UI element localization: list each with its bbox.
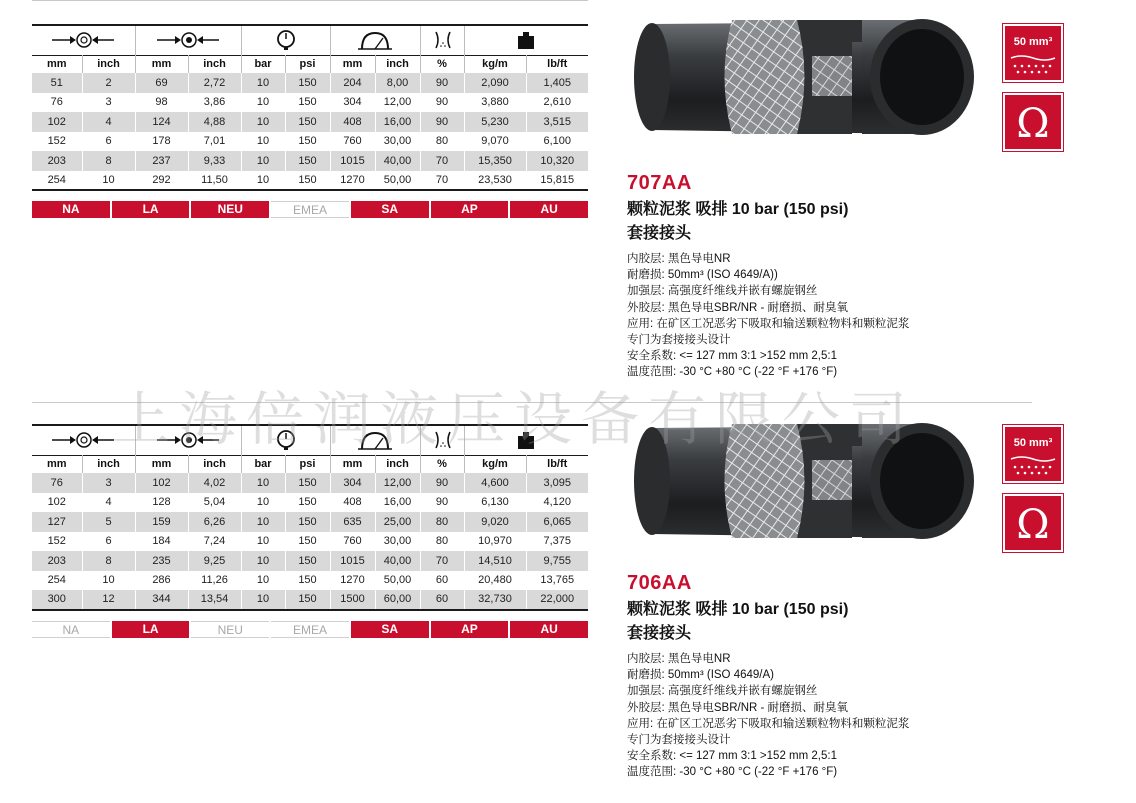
table-cell: 12,00 (375, 473, 420, 493)
table-cell: 3,86 (188, 93, 241, 113)
table-cell: 90 (420, 473, 464, 493)
product-specs-706aa (627, 651, 909, 781)
table-cell: 124 (135, 112, 188, 132)
bend-radius-icon (342, 430, 408, 450)
abrasion-icon (1005, 453, 1061, 481)
vacuum-icon (421, 30, 465, 50)
unit-header-cell: mm (32, 55, 82, 73)
table-cell: 22,000 (526, 590, 588, 610)
region-tag-la: LA (112, 201, 190, 218)
spec-line: 耐磨损: 50mm³ (ISO 4649/A) (627, 669, 774, 682)
table-cell: 76 (32, 473, 82, 493)
table-cell: 10 (241, 93, 285, 113)
table-cell: 1,405 (526, 73, 588, 93)
table-cell: 760 (330, 532, 375, 552)
table-row (32, 132, 588, 152)
unit-header-cell: % (420, 55, 464, 73)
table-cell: 11,26 (188, 571, 241, 591)
product-specs-707aa (627, 251, 909, 381)
table-cell: 150 (285, 93, 330, 113)
unit-header-cell: inch (375, 55, 420, 73)
table-row (32, 493, 588, 513)
table-cell: 80 (420, 132, 464, 152)
table-row (32, 73, 588, 93)
table-cell: 304 (330, 93, 375, 113)
table-cell: 4 (82, 112, 135, 132)
table-cell: 10 (241, 473, 285, 493)
pressure-gauge-icon (253, 430, 319, 450)
icon-header-row (32, 25, 588, 55)
table-row (32, 551, 588, 571)
table-row (32, 571, 588, 591)
unit-header-cell: kg/m (464, 55, 526, 73)
icon-header-cell (464, 25, 588, 55)
table-cell: 408 (330, 493, 375, 513)
table-cell: 7,375 (526, 532, 588, 552)
table-cell: 60 (420, 571, 464, 591)
table-cell: 60 (420, 590, 464, 610)
table-row (32, 590, 588, 610)
spec-line: 安全系数: <= 127 mm 3:1 >152 mm 2,5:1 (627, 750, 837, 763)
table-cell: 150 (285, 590, 330, 610)
table-cell: 10 (241, 73, 285, 93)
unit-header-cell: bar (241, 455, 285, 473)
table-cell: 60,00 (375, 590, 420, 610)
icon-header-cell (330, 425, 420, 455)
table-cell: 30,00 (375, 132, 420, 152)
region-tag-neu: NEU (191, 201, 269, 218)
unit-header-cell: mm (135, 455, 188, 473)
table-cell: 3,095 (526, 473, 588, 493)
table-cell: 152 (32, 532, 82, 552)
table-cell: 6 (82, 532, 135, 552)
table-cell: 4 (82, 493, 135, 513)
table-cell: 32,730 (464, 590, 526, 610)
table-cell: 6,065 (526, 512, 588, 532)
table-cell: 12 (82, 590, 135, 610)
table-cell: 8,00 (375, 73, 420, 93)
section-divider (32, 402, 1032, 403)
table-cell: 90 (420, 73, 464, 93)
spec-line: 温度范围: -30 °C +80 °C (-22 °F +176 °F) (627, 766, 838, 779)
table-cell: 70 (420, 151, 464, 171)
table-cell: 40,00 (375, 151, 420, 171)
table-cell: 150 (285, 532, 330, 552)
region-tag-sa: SA (351, 201, 429, 218)
region-tag-ap: AP (431, 621, 509, 638)
table-cell: 159 (135, 512, 188, 532)
spec-line: 温度范围: -30 °C +80 °C (-22 °F +176 °F) (627, 366, 838, 379)
table-cell: 5,230 (464, 112, 526, 132)
table-cell: 9,25 (188, 551, 241, 571)
unit-header-cell: mm (32, 455, 82, 473)
omega-icon: Ω (1016, 502, 1050, 548)
icon-header-cell (32, 25, 135, 55)
table-cell: 6,130 (464, 493, 526, 513)
region-tag-emea: EMEA (271, 201, 349, 218)
unit-header-cell: mm (135, 55, 188, 73)
table-cell: 12,00 (375, 93, 420, 113)
table-cell: 150 (285, 73, 330, 93)
unit-header-cell: kg/m (464, 455, 526, 473)
unit-header-row (32, 55, 588, 73)
table-cell: 3,515 (526, 112, 588, 132)
abrasion-icon (1005, 52, 1061, 80)
unit-header-cell: inch (82, 455, 135, 473)
spec-line: 加强层: 高强度纤维线并嵌有螺旋钢丝 (627, 285, 818, 298)
spec-line: 内胶层: 黑色导电NR (627, 653, 731, 665)
table-cell: 15,815 (526, 171, 588, 191)
table-cell: 1270 (330, 571, 375, 591)
table-cell: 102 (32, 493, 82, 513)
region-tag-ap: AP (431, 201, 509, 218)
table-cell: 7,24 (188, 532, 241, 552)
table-cell: 127 (32, 512, 82, 532)
table-cell: 10 (82, 571, 135, 591)
icon-header-cell (135, 425, 241, 455)
table-cell: 98 (135, 93, 188, 113)
abrasion-badge (1003, 24, 1063, 82)
spec-line: 应用: 在矿区工况恶劣下吸取和输送颗粒物料和颗粒泥浆 (627, 317, 910, 330)
table-cell: 4,600 (464, 473, 526, 493)
region-tag-au: AU (510, 621, 588, 638)
unit-header-cell: mm (330, 55, 375, 73)
table-cell: 70 (420, 171, 464, 191)
table-cell: 2 (82, 73, 135, 93)
table-cell: 5 (82, 512, 135, 532)
unit-header-cell: lb/ft (526, 455, 588, 473)
region-tag-neu: NEU (191, 621, 269, 638)
table-cell: 3 (82, 93, 135, 113)
abrasion-badge (1003, 425, 1063, 483)
table-cell: 128 (135, 493, 188, 513)
table-cell: 152 (32, 132, 82, 152)
table-cell: 20,480 (464, 571, 526, 591)
conductive-badge (1003, 93, 1063, 151)
icon-header-cell (241, 425, 330, 455)
table-row (32, 532, 588, 552)
table-cell: 14,510 (464, 551, 526, 571)
table-cell: 10 (82, 171, 135, 191)
table-cell: 10 (241, 571, 285, 591)
table-cell: 70 (420, 551, 464, 571)
table-cell: 300 (32, 590, 82, 610)
product-model-707aa: 707AA (627, 172, 692, 194)
table-cell: 1015 (330, 551, 375, 571)
region-tag-sa: SA (351, 621, 429, 638)
table-cell: 150 (285, 571, 330, 591)
table-cell: 16,00 (375, 112, 420, 132)
table-cell: 90 (420, 112, 464, 132)
table-cell: 90 (420, 493, 464, 513)
unit-header-cell: inch (188, 55, 241, 73)
table-cell: 10 (241, 512, 285, 532)
table-cell: 16,00 (375, 493, 420, 513)
inner-diameter-icon (50, 430, 116, 450)
table-cell: 150 (285, 171, 330, 191)
table-cell: 50,00 (375, 571, 420, 591)
spec-line: 耐磨损: 50mm³ (ISO 4649/A)) (627, 269, 778, 282)
table-cell: 6,100 (526, 132, 588, 152)
table-cell: 184 (135, 532, 188, 552)
table-cell: 3 (82, 473, 135, 493)
table-cell: 4,88 (188, 112, 241, 132)
table-cell: 30,00 (375, 532, 420, 552)
unit-header-cell: mm (330, 455, 375, 473)
product-subtitle (627, 198, 848, 246)
product-subtitle (627, 598, 848, 646)
table-cell: 80 (420, 532, 464, 552)
table-cell: 286 (135, 571, 188, 591)
table-cell: 760 (330, 132, 375, 152)
table-cell: 6,26 (188, 512, 241, 532)
table-cell: 10 (241, 112, 285, 132)
product-subtitle-line2: 套接接头 (627, 625, 692, 642)
spec-line: 应用: 在矿区工况恶劣下吸取和输送颗粒物料和颗粒泥浆 (627, 717, 910, 730)
table-cell: 204 (330, 73, 375, 93)
table-cell: 150 (285, 493, 330, 513)
unit-header-cell: inch (82, 55, 135, 73)
table-cell: 50,00 (375, 171, 420, 191)
table-cell: 76 (32, 93, 82, 113)
table-cell: 80 (420, 512, 464, 532)
table-cell: 23,530 (464, 171, 526, 191)
table-cell: 69 (135, 73, 188, 93)
table-row (32, 473, 588, 493)
table-cell: 235 (135, 551, 188, 571)
icon-header-cell (330, 25, 420, 55)
table-cell: 1015 (330, 151, 375, 171)
table-cell: 150 (285, 473, 330, 493)
table-cell: 254 (32, 171, 82, 191)
product-subtitle-line1: 颗粒泥浆 吸排 10 bar (150 psi) (627, 201, 849, 218)
table-cell: 150 (285, 551, 330, 571)
hose-image-707aa (622, 6, 982, 146)
unit-header-cell: psi (285, 55, 330, 73)
region-tag-na: NA (32, 621, 110, 638)
region-tag-na: NA (32, 201, 110, 218)
table-cell: 2,72 (188, 73, 241, 93)
spec-line: 专门为套接接头设计 (627, 734, 731, 747)
omega-icon: Ω (1016, 101, 1050, 147)
table-cell: 10 (241, 551, 285, 571)
product-subtitle-line2: 套接接头 (627, 225, 692, 242)
inner-diameter-icon (50, 30, 116, 50)
table-cell: 90 (420, 93, 464, 113)
outer-diameter-icon (155, 30, 221, 50)
table-cell: 9,070 (464, 132, 526, 152)
abrasion-badge-label: 50 mm³ (1013, 437, 1053, 449)
table-cell: 150 (285, 151, 330, 171)
conductive-badge (1003, 494, 1063, 552)
spec-line: 安全系数: <= 127 mm 3:1 >152 mm 2,5:1 (627, 350, 837, 363)
table-cell: 10 (241, 532, 285, 552)
table-cell: 9,755 (526, 551, 588, 571)
table-cell: 9,33 (188, 151, 241, 171)
spec-line: 专门为套接接头设计 (627, 334, 731, 347)
icon-header-cell (241, 25, 330, 55)
table-cell: 3,880 (464, 93, 526, 113)
spec-line: 内胶层: 黑色导电NR (627, 253, 731, 265)
region-bar-706aa (32, 621, 588, 638)
table-cell: 150 (285, 512, 330, 532)
region-tag-la: LA (112, 621, 190, 638)
table-cell: 2,610 (526, 93, 588, 113)
spec-table-707aa (32, 24, 588, 191)
spec-line: 加强层: 高强度纤维线并嵌有螺旋钢丝 (627, 685, 818, 698)
bend-radius-icon (342, 30, 408, 50)
table-cell: 13,54 (188, 590, 241, 610)
table-cell: 10 (241, 132, 285, 152)
table-cell: 203 (32, 551, 82, 571)
table-row (32, 512, 588, 532)
table-cell: 8 (82, 151, 135, 171)
table-cell: 10 (241, 171, 285, 191)
table-cell: 1500 (330, 590, 375, 610)
unit-header-cell: lb/ft (526, 55, 588, 73)
weight-icon (493, 30, 559, 50)
table-cell: 2,090 (464, 73, 526, 93)
table-cell: 10 (241, 493, 285, 513)
unit-header-cell: inch (375, 455, 420, 473)
table-cell: 10 (241, 590, 285, 610)
vacuum-icon (421, 430, 465, 450)
table-cell: 11,50 (188, 171, 241, 191)
top-divider (32, 0, 588, 1)
table-cell: 4,120 (526, 493, 588, 513)
product-subtitle-line1: 颗粒泥浆 吸排 10 bar (150 psi) (627, 601, 849, 618)
spec-table-706aa (32, 424, 588, 611)
table-cell: 10,970 (464, 532, 526, 552)
table-cell: 102 (135, 473, 188, 493)
unit-header-cell: psi (285, 455, 330, 473)
product-model-706aa: 706AA (627, 572, 692, 594)
table-cell: 4,02 (188, 473, 241, 493)
spec-line: 外胶层: 黑色导电SBR/NR - 耐磨损、耐臭氧 (627, 301, 849, 314)
table-cell: 254 (32, 571, 82, 591)
table-cell: 7,01 (188, 132, 241, 152)
table-cell: 635 (330, 512, 375, 532)
icon-header-cell (420, 25, 464, 55)
icon-header-cell (464, 425, 588, 455)
region-bar-707aa (32, 201, 588, 218)
table-cell: 304 (330, 473, 375, 493)
icon-header-cell (32, 425, 135, 455)
table-cell: 344 (135, 590, 188, 610)
unit-header-cell: % (420, 455, 464, 473)
spec-line: 外胶层: 黑色导电SBR/NR - 耐磨损、耐臭氧 (627, 701, 849, 714)
table-cell: 10 (241, 151, 285, 171)
outer-diameter-icon (155, 430, 221, 450)
table-row (32, 93, 588, 113)
table-row (32, 112, 588, 132)
region-tag-au: AU (510, 201, 588, 218)
table-cell: 9,020 (464, 512, 526, 532)
abrasion-badge-label: 50 mm³ (1013, 36, 1053, 48)
region-tag-emea: EMEA (271, 621, 349, 638)
hose-image-706aa (622, 410, 982, 550)
table-cell: 15,350 (464, 151, 526, 171)
table-cell: 237 (135, 151, 188, 171)
table-cell: 102 (32, 112, 82, 132)
table-cell: 150 (285, 132, 330, 152)
icon-header-cell (135, 25, 241, 55)
table-cell: 178 (135, 132, 188, 152)
watermark: 上海倍润液压设备有限公司 (112, 385, 917, 453)
table-cell: 25,00 (375, 512, 420, 532)
table-cell: 1270 (330, 171, 375, 191)
pressure-gauge-icon (253, 30, 319, 50)
table-cell: 8 (82, 551, 135, 571)
table-cell: 292 (135, 171, 188, 191)
table-cell: 13,765 (526, 571, 588, 591)
table-cell: 10,320 (526, 151, 588, 171)
table-row (32, 151, 588, 171)
table-cell: 6 (82, 132, 135, 152)
table-cell: 150 (285, 112, 330, 132)
icon-header-row (32, 425, 588, 455)
table-cell: 51 (32, 73, 82, 93)
table-cell: 408 (330, 112, 375, 132)
icon-header-cell (420, 425, 464, 455)
table-cell: 5,04 (188, 493, 241, 513)
unit-header-cell: bar (241, 55, 285, 73)
unit-header-cell: inch (188, 455, 241, 473)
table-cell: 203 (32, 151, 82, 171)
weight-icon (493, 430, 559, 450)
unit-header-row (32, 455, 588, 473)
table-row (32, 171, 588, 191)
table-cell: 40,00 (375, 551, 420, 571)
